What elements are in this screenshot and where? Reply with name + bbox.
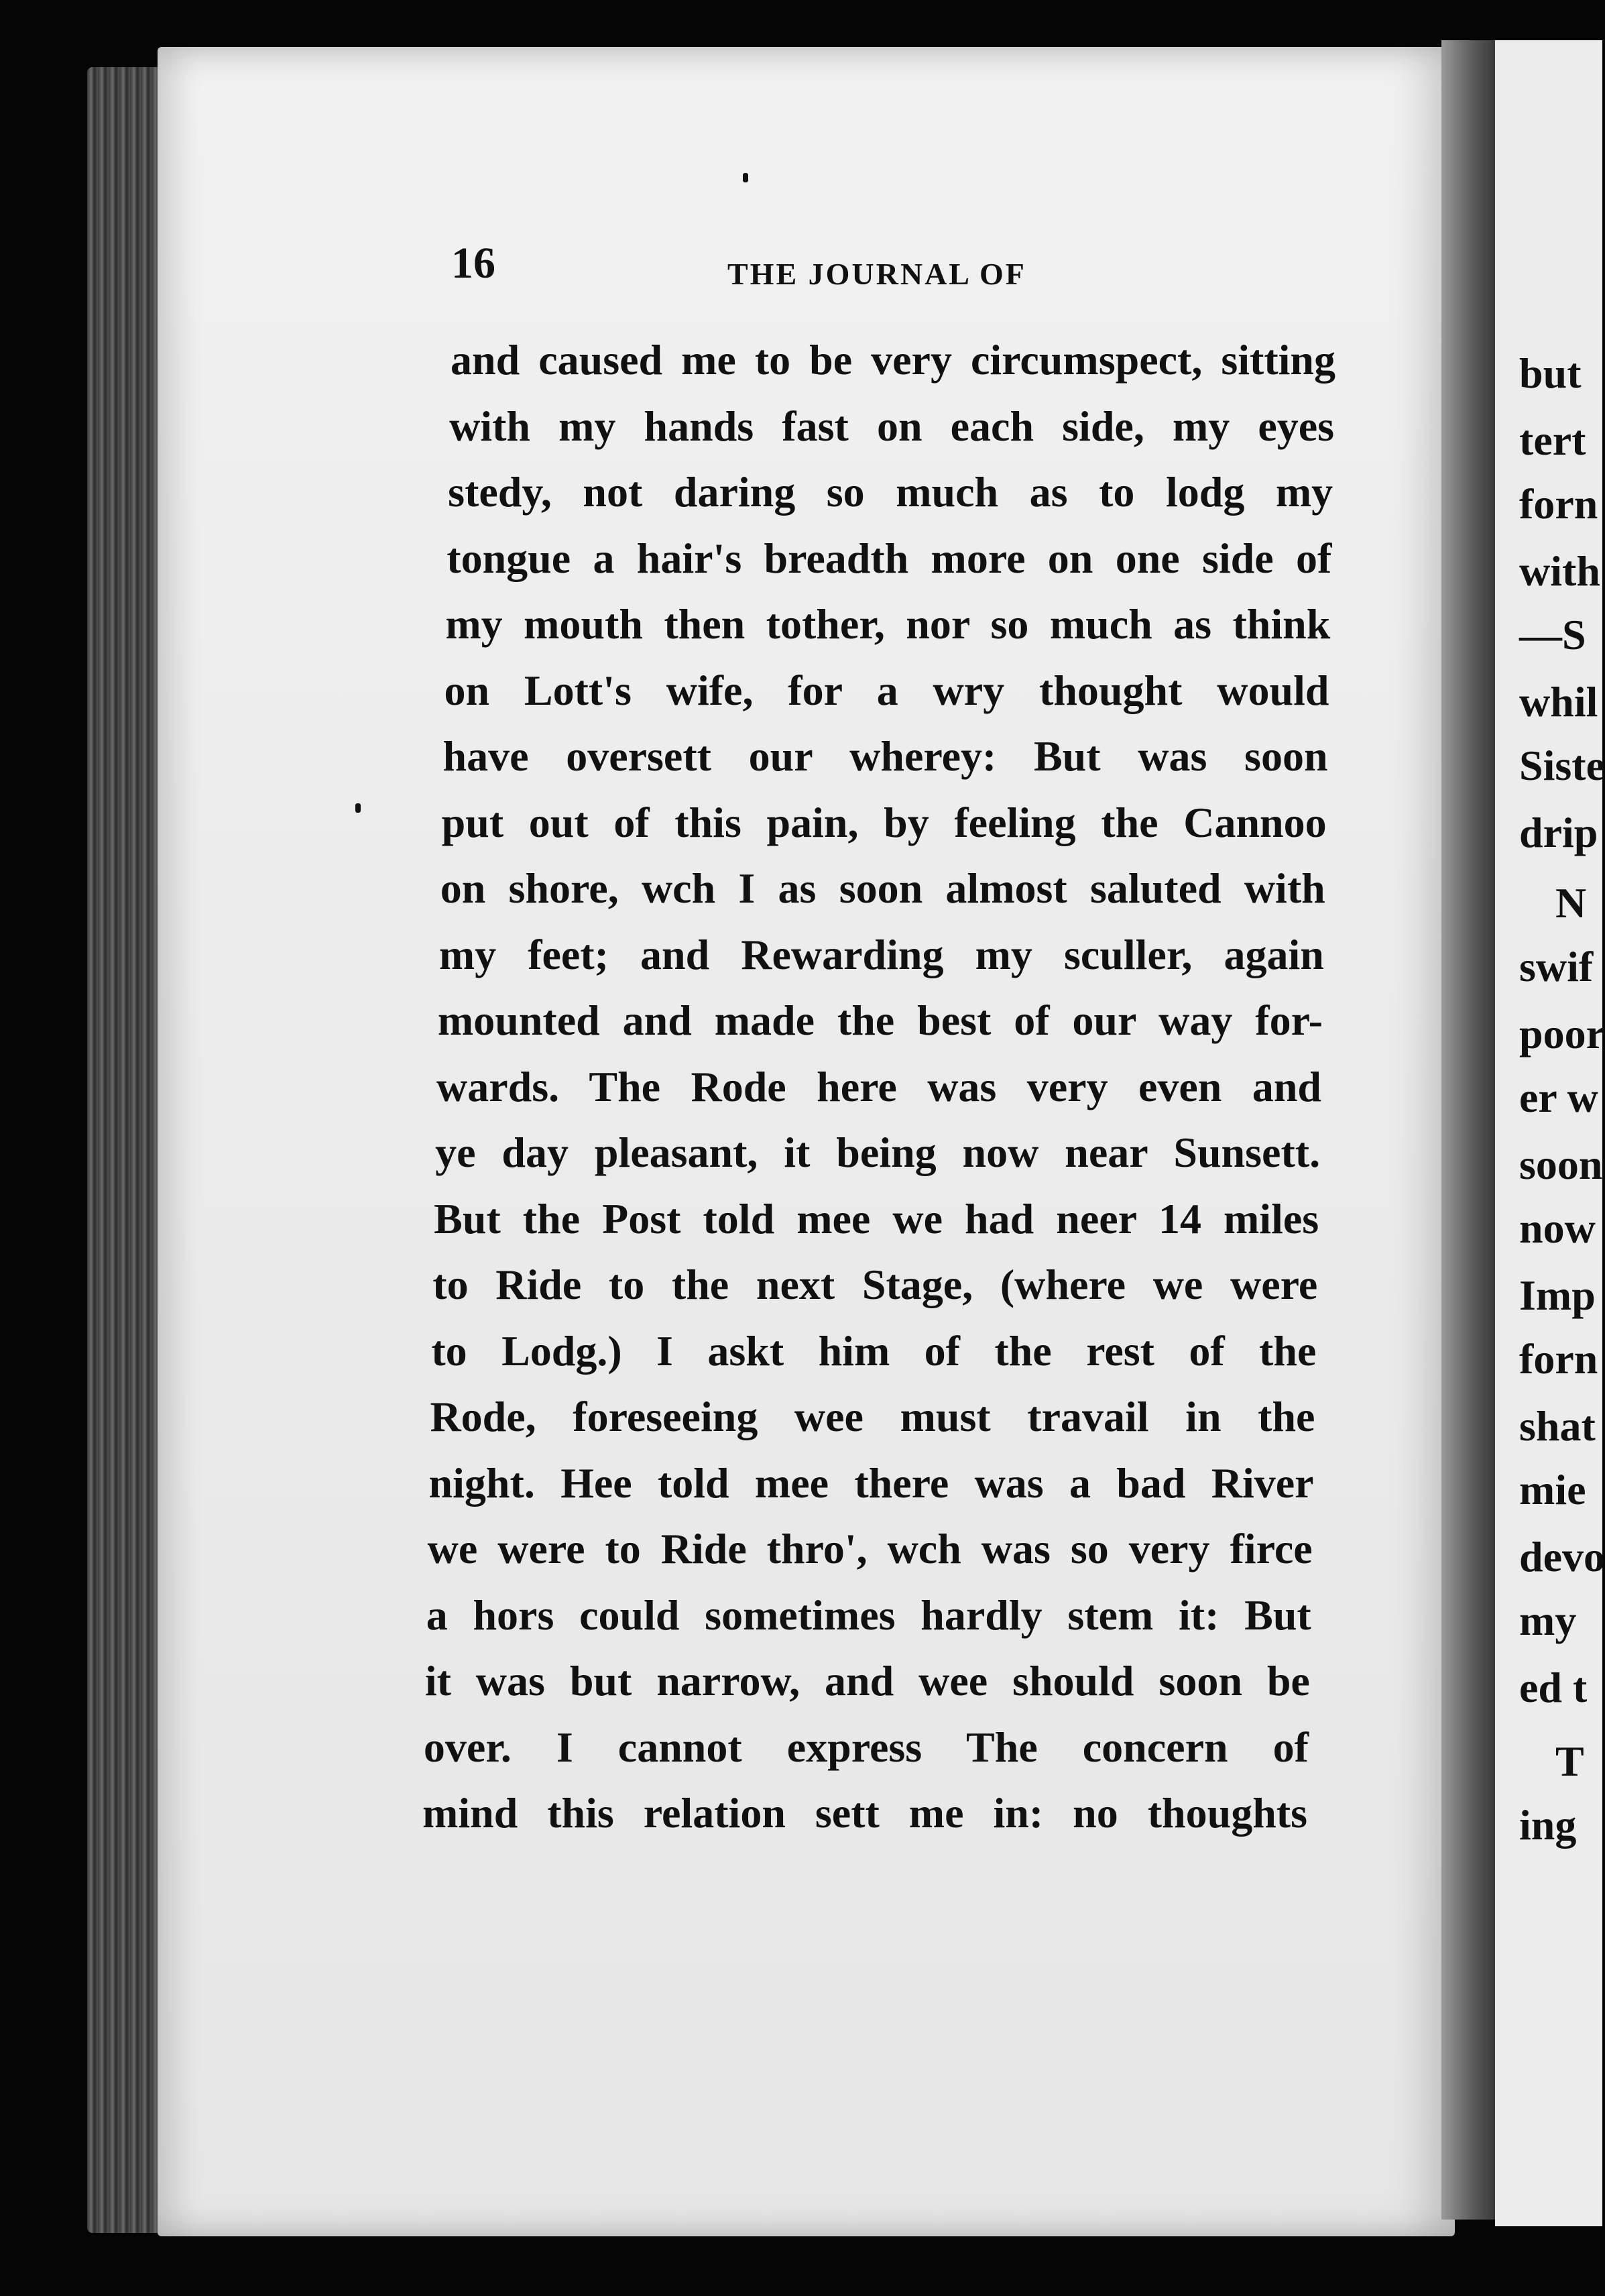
facing-line-fragment: my: [1519, 1597, 1577, 1644]
text-line: have oversett our wherey: But was soon: [442, 732, 1328, 780]
facing-line-fragment: whil: [1519, 678, 1598, 726]
ink-speck: [355, 803, 361, 813]
page-number: 16: [451, 239, 495, 288]
text-line: tongue a hair's breadth more on one side of: [447, 534, 1332, 582]
facing-line-fragment: —S: [1519, 611, 1586, 658]
text-line: a hors could sometimes hardly stem it: But: [426, 1591, 1311, 1639]
facing-line-fragment: devo: [1519, 1533, 1605, 1581]
text-line: ye day pleasant, it being now near Sunsett.: [435, 1129, 1321, 1176]
text-line: over. I cannot express The concern of: [423, 1723, 1309, 1771]
facing-line-fragment: poor: [1519, 1010, 1605, 1057]
facing-line-fragment: T: [1555, 1737, 1584, 1785]
text-line: But the Post told mee we had neer 14 miles: [434, 1194, 1319, 1243]
facing-line-fragment: shat: [1519, 1402, 1596, 1450]
facing-line-fragment: drip: [1519, 809, 1598, 856]
facing-line-fragment: N: [1555, 879, 1587, 927]
facing-line-fragment: Siste: [1519, 742, 1605, 789]
facing-line-fragment: now: [1519, 1204, 1596, 1252]
facing-line-fragment: Imp: [1519, 1271, 1596, 1319]
text-line: to Lodg.) I askt him of the rest of the: [431, 1326, 1317, 1375]
facing-line-fragment: ing: [1519, 1801, 1577, 1849]
text-line: stedy, not daring so much as to lodg my: [448, 468, 1333, 516]
facing-line-fragment: soon: [1519, 1141, 1603, 1188]
text-line: and caused me to be very circumspect, sitting: [451, 336, 1335, 384]
facing-line-fragment: but: [1519, 349, 1582, 397]
text-line: night. Hee told mee there was a bad River: [428, 1458, 1314, 1507]
facing-line-fragment: mie: [1519, 1466, 1586, 1513]
facing-line-fragment: tert: [1519, 416, 1586, 464]
facing-page: [1495, 40, 1605, 2226]
text-line: wards. The Rode here was very even and: [436, 1062, 1321, 1110]
text-line: my mouth then tother, nor so much as think: [445, 600, 1331, 648]
text-line: mind this relation sett me in: no thoughts: [422, 1789, 1307, 1837]
facing-line-fragment: er w: [1519, 1074, 1598, 1121]
text-line: it was but narrow, and wee should soon be: [424, 1657, 1310, 1705]
text-line: Rode, foreseeing wee must travail in the: [430, 1393, 1315, 1440]
text-line: we were to Ride thro', wch was so very firce: [427, 1525, 1313, 1572]
facing-line-fragment: with: [1519, 547, 1600, 595]
text-line: my feet; and Rewarding my sculler, again: [438, 930, 1324, 978]
text-line: to Ride to the next Stage, (where we were: [432, 1261, 1318, 1308]
running-head: THE JOURNAL OF: [727, 257, 1026, 291]
text-line: on Lott's wife, for a wry thought would: [444, 666, 1329, 714]
text-line: on shore, wch I as soon almost saluted with: [440, 864, 1325, 912]
ink-speck: [743, 173, 748, 182]
facing-line-fragment: ed t: [1519, 1664, 1588, 1711]
facing-line-fragment: forn: [1519, 1335, 1598, 1383]
facing-line-fragment: forn: [1519, 480, 1598, 528]
page-stack-edge: [87, 67, 168, 2233]
facing-line-fragment: swif: [1519, 943, 1594, 990]
text-line: with my hands fast on each side, my eyes: [449, 402, 1335, 450]
text-line: mounted and made the best of our way for-: [437, 996, 1323, 1044]
text-line: put out of this pain, by feeling the Cannoo: [441, 798, 1327, 846]
